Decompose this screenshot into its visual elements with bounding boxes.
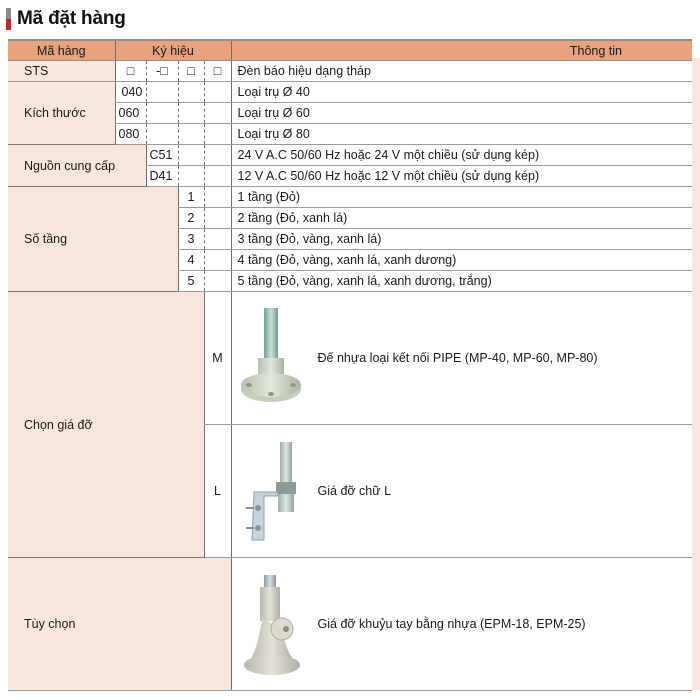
symbol-box-3: □: [178, 61, 204, 82]
tier-code: 2: [178, 208, 204, 229]
tier-code: 3: [178, 229, 204, 250]
power-info: 24 V A.C 50/60 Hz hoặc 24 V một chiều (sử dụng kép): [231, 145, 692, 166]
info-sts: Đèn báo hiệu dạng tháp: [231, 61, 692, 82]
size-code: 080: [115, 124, 146, 145]
section-heading: [6, 6, 126, 32]
header-info: Thông tin: [231, 40, 692, 61]
table-row-mount: [8, 292, 692, 425]
page-title: Mã đặt hàng: [17, 8, 126, 29]
size-code: 040: [115, 82, 146, 103]
tier-code: 4: [178, 250, 204, 271]
size-info: Loại trụ Ø 80: [231, 124, 692, 145]
mount-code: M: [204, 292, 231, 425]
power-code: C51: [146, 145, 178, 166]
row-label-sts: STS: [8, 61, 115, 82]
mount-info: Đế nhựa loại kết nối PIPE (MP-40, MP-60, MP-80): [317, 351, 598, 365]
elbow-bracket-image: [240, 569, 310, 679]
order-code-table: [8, 39, 692, 691]
tier-code: 1: [178, 187, 204, 208]
right-edge-strip: [692, 58, 700, 690]
row-label-size: Kích thước: [8, 82, 115, 145]
symbol-box-2: -□: [146, 61, 178, 82]
size-code: 060: [115, 103, 146, 124]
size-info: Loại trụ Ø 60: [231, 103, 692, 124]
table-row-size: [8, 82, 692, 103]
mount-option-l: [231, 425, 692, 558]
power-info: 12 V A.C 50/60 Hz hoặc 12 V một chiều (sử dụng kép): [231, 166, 692, 187]
size-info: Loại trụ Ø 40: [231, 82, 692, 103]
mount-option-m: [231, 292, 692, 425]
tier-info: 5 tầng (Đỏ, vàng, xanh lá, xanh dương, trắng): [231, 271, 692, 292]
option-elbow-bracket: [231, 558, 692, 691]
option-info: Giá đỡ khuỷu tay bằng nhựa (EPM-18, EPM-25): [317, 617, 586, 631]
table-row-power: [8, 145, 692, 166]
tier-info: 4 tầng (Đỏ, vàng, xanh lá, xanh dương): [231, 250, 692, 271]
table-row-sts: [8, 61, 692, 82]
tier-code: 5: [178, 271, 204, 292]
row-label-tiers: Số tầng: [8, 187, 178, 292]
table-header-row: [8, 40, 692, 61]
power-code: D41: [146, 166, 178, 187]
symbol-box-4: □: [204, 61, 231, 82]
tier-info: 1 tầng (Đỏ): [231, 187, 692, 208]
tier-info: 3 tầng (Đỏ, vàng, xanh lá): [231, 229, 692, 250]
pipe-base-mount-image: [238, 303, 308, 413]
table-row-option: [8, 558, 692, 691]
table-row-tiers: [8, 187, 692, 208]
mount-info: Giá đỡ chữ L: [317, 484, 392, 498]
mount-code: L: [204, 425, 231, 558]
title-accent-bar: [6, 8, 11, 30]
header-symbol: Ký hiệu: [115, 40, 231, 61]
row-label-option: Tùy chọn: [8, 558, 231, 691]
header-code: Mã hàng: [8, 40, 115, 61]
l-bracket-image: [242, 436, 312, 546]
symbol-box-1: □: [115, 61, 146, 82]
tier-info: 2 tầng (Đỏ, xanh lá): [231, 208, 692, 229]
row-label-mount: Chọn giá đỡ: [8, 292, 204, 558]
row-label-power: Nguồn cung cấp: [8, 145, 146, 187]
